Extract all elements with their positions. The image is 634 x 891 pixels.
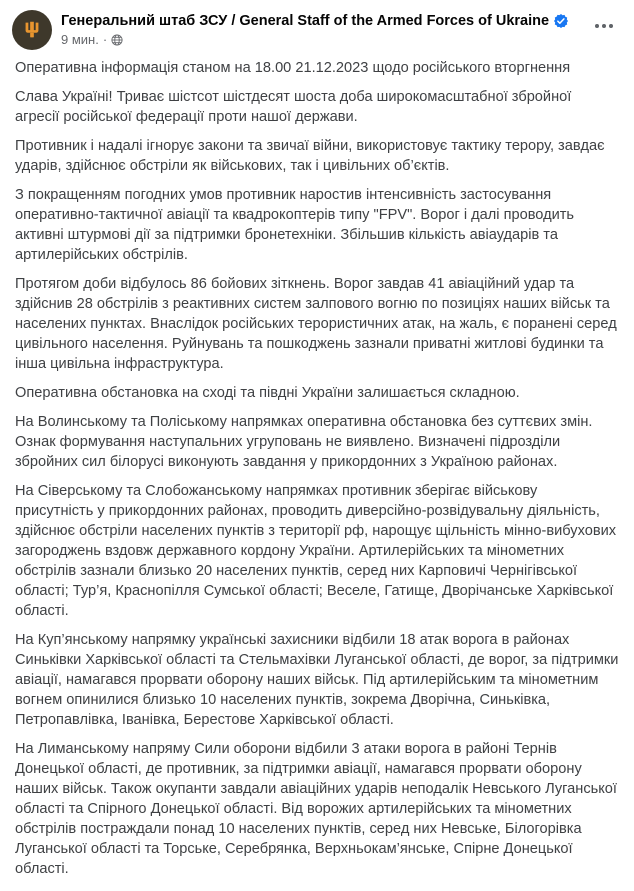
post-paragraph: Оперативна інформація станом на 18.00 21.12.2023 щодо російського вторгнення	[15, 60, 571, 76]
post-body	[0, 54, 634, 891]
post-paragraph: Оперативна обстановка на сході та півдні України залишається складною.	[15, 385, 520, 401]
post-timestamp[interactable]: 9 мин.	[61, 32, 99, 47]
page-name[interactable]: Генеральний штаб ЗСУ / General Staff of the Armed Forces of Ukraine	[61, 13, 550, 29]
post-paragraph: Протягом доби відбулось 86 бойових зіткнень. Ворог завдав 41 авіаційний удар та здійснив 28 обстрілів з реактивних систем залпового вогню по позиціях наших військ та населених пунктах. Внаслідок російських терористичних атак, на жаль, є поранені серед цивільного населення. Руйнувань та пошкоджень зазнали приватні житлові будинки та інша цивільна інфраструктура.	[15, 276, 617, 372]
post-paragraph: На Сіверському та Слобожанському напрямках противник зберігає військову присутність у прикордонних районах, проводить диверсійно-розвідувальну діяльність, здійснює обстріли населених пунктів з території рф, нарощує щільність мінно-вибухових загороджень вздовж державного кордону України. Артилерійських та мінометних обстрілів зазнали близько 20 населених пунктів, серед них Карповичі Чернігівської області; Тур’я, Краснопілля Сумської області; Веселе, Гатище, Дворічанське Харківської області.	[15, 483, 617, 619]
post-paragraph: На Лиманському напряму Сили оборони відбили 3 атаки ворога в районі Тернів Донецької області, де противник, за підтримки авіації, намагався прорвати оборону наших військ. Також окупанти завдали авіаційних ударів неподалік Невського Луганської області та Спірного Донецької області. Від ворожих артилерійських та мінометних обстрілів постраждали понад 10 населених пунктів, серед них Невське, Білогорівка Луганської області та Торське, Серебрянка, Верхньокам’янське, Спірне Донецької області.	[15, 741, 617, 877]
verified-badge-icon	[554, 14, 568, 28]
post-paragraph: Слава Україні! Триває шістсот шістдесят шоста доба широкомасштабної збройної агресії російської федерації проти нашої держави.	[15, 89, 572, 125]
post-paragraph: З покращенням погодних умов противник наростив інтенсивність застосування оперативно-тактичної авіації та квадрокоптерів типу "FPV". Ворог і далі проводить активні штурмові дії за підтримки бронетехніки. Збільшив кількість авіаударів та артилерійських обстрілів.	[15, 187, 575, 263]
more-options-icon	[595, 24, 599, 28]
meta-separator: ·	[102, 32, 108, 47]
page-name-row	[61, 12, 618, 30]
post-paragraph: Противник і надалі ігнорує закони та звичаї війни, використовує тактику терору, завдає ударів, здійснює обстріли як військових, так і цивільних об’єктів.	[15, 138, 605, 174]
public-globe-icon	[111, 34, 123, 46]
trident-emblem-icon	[21, 19, 43, 41]
post-meta-row	[61, 32, 618, 48]
more-options-button[interactable]	[588, 14, 620, 38]
header-info	[61, 10, 618, 48]
post-paragraph: На Куп’янському напрямку українські захисники відбили 18 атак ворога в районах Синьківки Харківської області та Стельмахівки Луганської області, де ворог, за підтримки авіації, намагався прорвати оборону наших військ. Під артилерійським та мінометним вогнем опинилися близько 10 населених пунктів, зокрема Дворічна, Синьківка, Петропавлівка, Іванівка, Берестове Харківської області.	[15, 632, 619, 728]
post-paragraph: На Волинському та Поліському напрямках оперативна обстановка без суттєвих змін. Ознак формування наступальних угруповань не виявлено. Визначені підрозділи збройних сил білорусі виконують завдання у прикордонних з Україною районах.	[15, 414, 593, 470]
post-header	[0, 0, 634, 54]
page-avatar[interactable]	[12, 10, 52, 50]
